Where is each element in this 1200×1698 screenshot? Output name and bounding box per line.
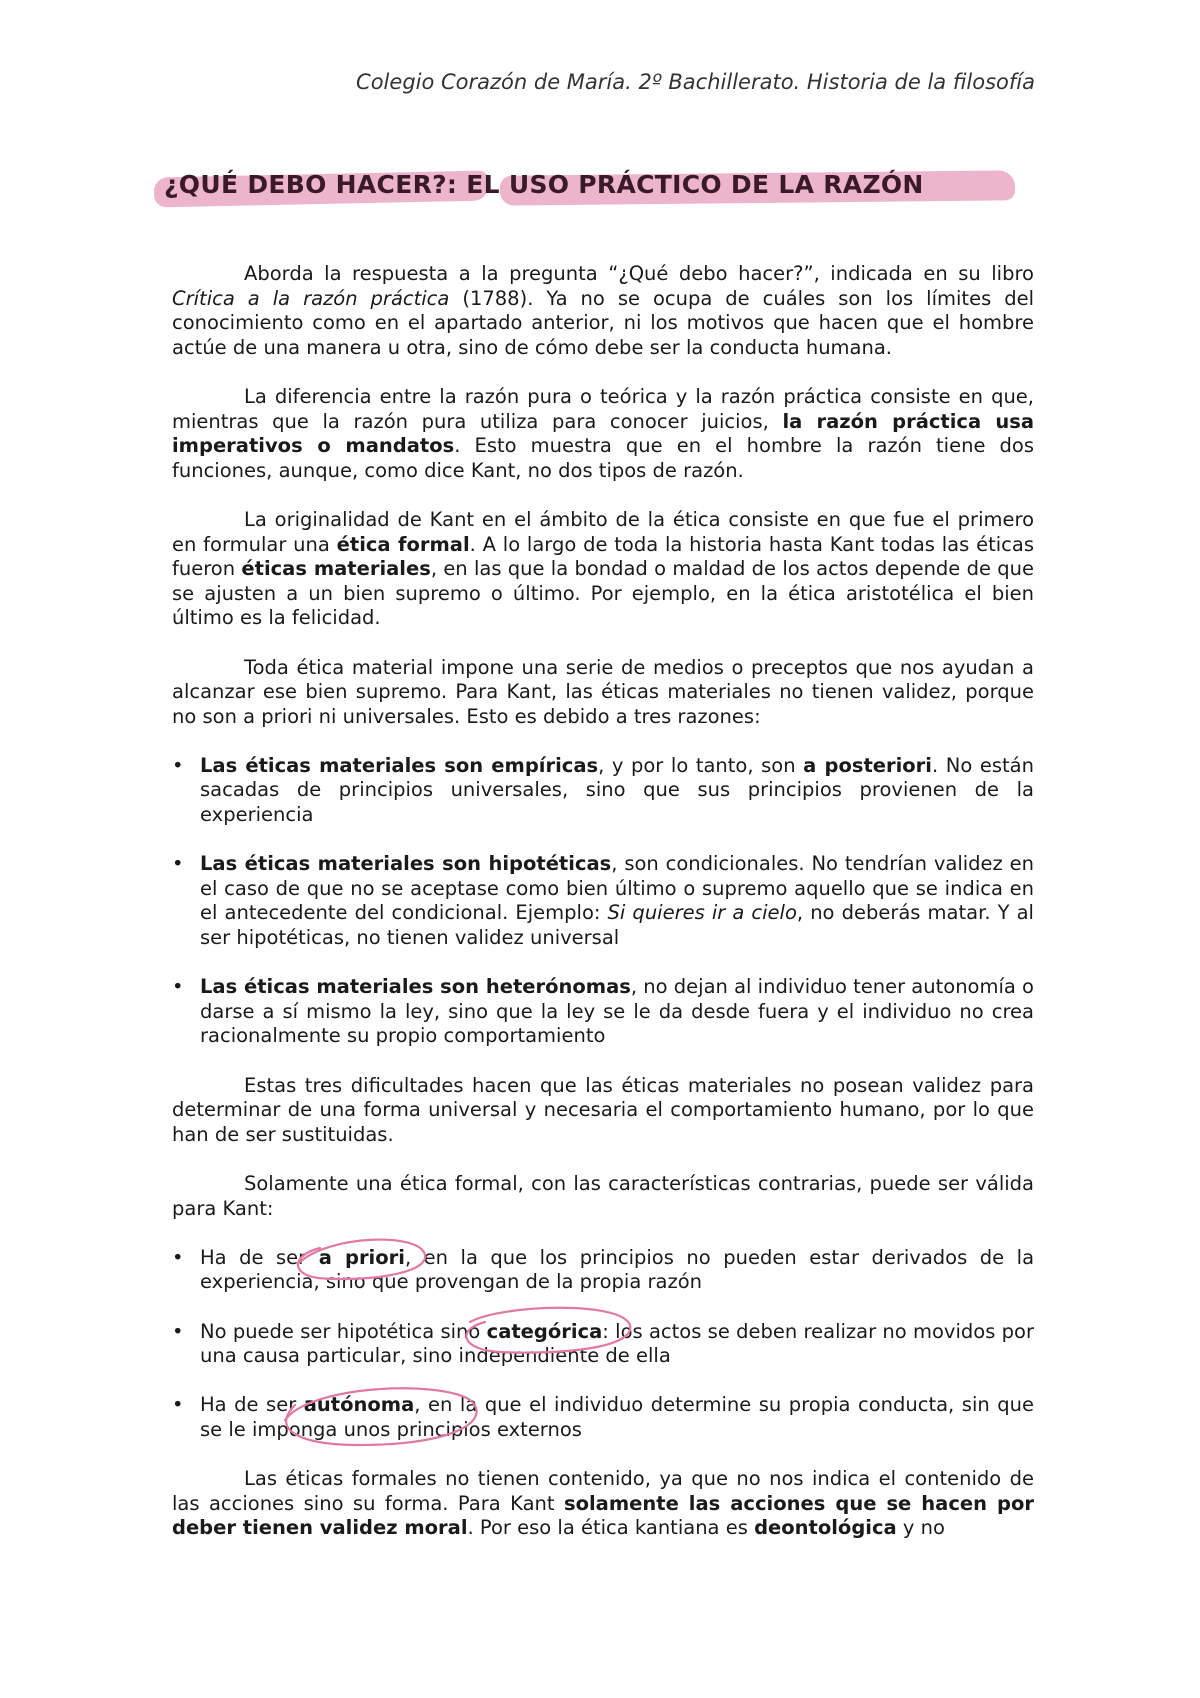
bullet-list <box>172 1246 1034 1443</box>
list-item <box>200 1246 1034 1295</box>
italic-text: Si quieres ir a cielo <box>607 901 797 925</box>
bold-text: deontológica <box>754 1516 897 1540</box>
paragraph <box>172 262 1034 360</box>
page-header: Colegio Corazón de María. 2º Bachillerato. Historia de la filosofía <box>356 70 1035 94</box>
bold-text: Las éticas materiales son empíricas <box>200 753 599 777</box>
text-run: , en la que el individuo determine su propia conducta, sin que se le imponga unos principios externos <box>200 1393 1034 1441</box>
title-block <box>160 168 1060 201</box>
document-title <box>160 168 928 201</box>
bold-text: solamente las acciones que se hacen por deber tienen validez moral <box>172 1491 1034 1540</box>
text-run: . Esto muestra que en el hombre la razón tiene dos funciones, aunque, como dice Kant, no dos tipos de razón. <box>172 434 1035 482</box>
list-item <box>200 975 1034 1049</box>
bold-text: autónoma <box>303 1393 415 1417</box>
text-run: , y por lo tanto, son <box>598 753 804 777</box>
list-item <box>200 1393 1034 1442</box>
text-run: , no deberás matar. Y al ser hipotéticas, no tienen validez universal <box>200 901 1034 950</box>
paragraph <box>172 508 1034 631</box>
book-title: Crítica a la razón práctica <box>172 286 450 310</box>
paragraph: Toda ética material impone una serie de medios o preceptos que nos ayudan a alcanzar ese bien supremo. Para Kant, las éticas materiales no tienen validez, porque no son a priori ni universales. Esto es debido a tres razones: <box>172 655 1034 728</box>
title-text: ¿QUÉ DEBO HACER?: EL USO PRÁCTICO DE LA RAZÓN <box>164 170 924 199</box>
list-item <box>200 1320 1034 1369</box>
bold-text: la razón práctica usa imperativos o mandatos <box>172 409 1034 458</box>
bold-text: categórica <box>486 1319 603 1343</box>
paragraph <box>172 1467 1034 1541</box>
bold-text: Las éticas materiales son hipotéticas <box>200 852 612 876</box>
text-run: La originalidad de Kant en el ámbito de la ética consiste en que fue el primero en formular una <box>172 507 1034 556</box>
text-run: Las éticas formales no tienen contenido, ya que no nos indica el contenido de las acciones sino su forma. Para Kant <box>172 1467 1034 1515</box>
text-run: , en la que los principios no pueden estar derivados de la experiencia, sino que provengan de la propia razón <box>200 1245 1035 1294</box>
bold-text: a priori <box>318 1245 405 1269</box>
text-run: , son condicionales. No tendrían validez en el caso de que no se aceptase como bien último o supremo aquello que se indica en el antecedente del condicional. Ejemplo: <box>200 852 1034 925</box>
text-run: : los actos se deben realizar no movidos por una causa particular, sino independiente de ella <box>200 1319 1034 1368</box>
paragraph: Estas tres dificultades hacen que las éticas materiales no posean validez para determinar de una forma universal y necesaria el comportamiento humano, por lo que han de ser sustituidas. <box>172 1073 1034 1146</box>
text-run: , no dejan al individuo tener autonomía o darse a sí mismo la ley, sino que la ley se le da desde fuera y el individuo no crea racionalmente su propio comportamiento <box>200 975 1034 1048</box>
bullet-list <box>172 754 1034 1049</box>
document-body <box>172 262 1034 1565</box>
text-run: Ha de ser <box>200 1245 319 1269</box>
text-run: (1788). Ya no se ocupa de cuáles son los límites del conocimiento como en el apartado anterior, ni los motivos que hacen que el hombre actúe de una manera u otra, sino de cómo debe ser la conducta humana. <box>172 286 1035 359</box>
paragraph: Solamente una ética formal, con las características contrarias, puede ser válida para Kant: <box>172 1171 1034 1220</box>
text-run: y no <box>896 1516 945 1540</box>
bold-text: éticas materiales <box>241 557 431 581</box>
bold-text: ética formal <box>336 532 470 556</box>
text-run: . A lo largo de toda la historia hasta Kant todas las éticas fueron <box>172 532 1034 581</box>
text-run: Aborda la respuesta a la pregunta “¿Qué debo hacer?”, indicada en su libro <box>244 262 1034 285</box>
text-run: . Por eso la ética kantiana es <box>467 1516 755 1540</box>
bold-text: a posteriori <box>803 753 932 777</box>
bold-text: Las éticas materiales son heterónomas <box>200 975 631 999</box>
text-run: La diferencia entre la razón pura o teórica y la razón práctica consiste en que, mientras que la razón pura utiliza para conocer juicios, <box>172 384 1034 433</box>
list-item <box>200 754 1034 828</box>
text-run: , en las que la bondad o maldad de los actos depende de que se ajusten a un bien supremo o último. Por ejemplo, en la ética aristotélica el bien último es la felicidad. <box>172 557 1034 630</box>
list-item <box>200 852 1034 950</box>
text-run: Ha de ser <box>200 1393 304 1417</box>
text-run: . No están sacadas de principios universales, sino que sus principios provienen de la experiencia <box>200 753 1034 827</box>
paragraph <box>172 385 1034 483</box>
text-run: No puede ser hipotética sino <box>200 1319 487 1343</box>
